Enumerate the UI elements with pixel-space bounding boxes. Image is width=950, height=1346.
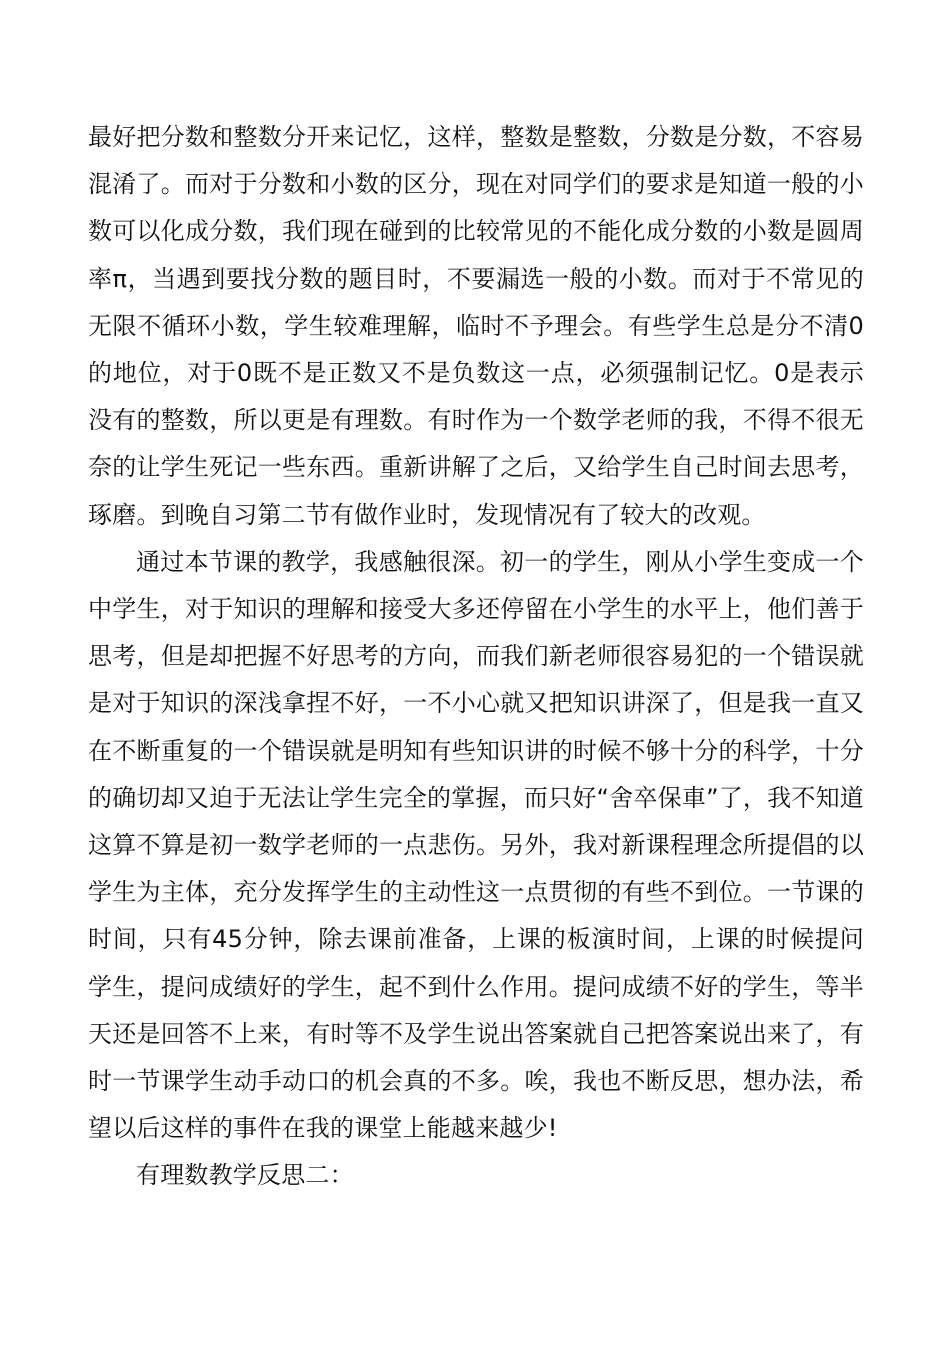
paragraph-continuation: 最好把分数和整数分开来记忆，这样，整数是整数，分数是分数，不容易混淆了。而对于分数和小数的区分，现在对同学们的要求是知道一般的小数可以化成分数，我们现在碰到的比较常见的不能化成分数的小数是圆周率π，当遇到要找分数的题目时，不要漏选一般的小数。而对于不常见的无限不循环小数，学生较难理解，临时不予理会。有些学生总是分不清0的地位，对于0既不是正数又不是负数这一点，必须强制记忆。0是表示没有的整数，所以更是有理数。有时作为一个数学老师的我，不得不很无奈的让学生死记一些东西。重新讲解了之后，又给学生自己时间去思考，琢磨。到晚自习第二节有做作业时，发现情况有了较大的改观。	[88, 123, 864, 529]
document-page	[88, 114, 864, 1200]
paragraph-reflection: 通过本节课的教学，我感触很深。初一的学生，刚从小学生变成一个中学生，对于知识的理解和接受大多还停留在小学生的水平上，他们善于思考，但是却把握不好思考的方向，而我们新老师很容易犯的一个错误就是对于知识的深浅拿捏不好，一不小心就又把知识讲深了，但是我一直又在不断重复的一个错误就是明知有些知识讲的时候不够十分的科学，十分的确切却又迫于无法让学生完全的掌握，而只好“舍卒保車”了，我不知道这算不算是初一数学老师的一点悲伤。另外，我对新课程理念所提倡的以学生为主体，充分发挥学生的主动性这一点贯彻的有些不到位。一节课的时间，只有45分钟，除去课前准备，上课的板演时间，上课的时候提问学生，提问成绩好的学生，起不到什么作用。提问成绩不好的学生，等半天还是回答不上来，有时等不及学生说出答案就自己把答案说出来了，有时一节课学生动手动口的机会真的不多。唉，我也不断反思，想办法，希望以后这样的事件在我的课堂上能越来越少!	[88, 547, 864, 1143]
section-heading: 有理数教学反思二：	[136, 1161, 354, 1190]
